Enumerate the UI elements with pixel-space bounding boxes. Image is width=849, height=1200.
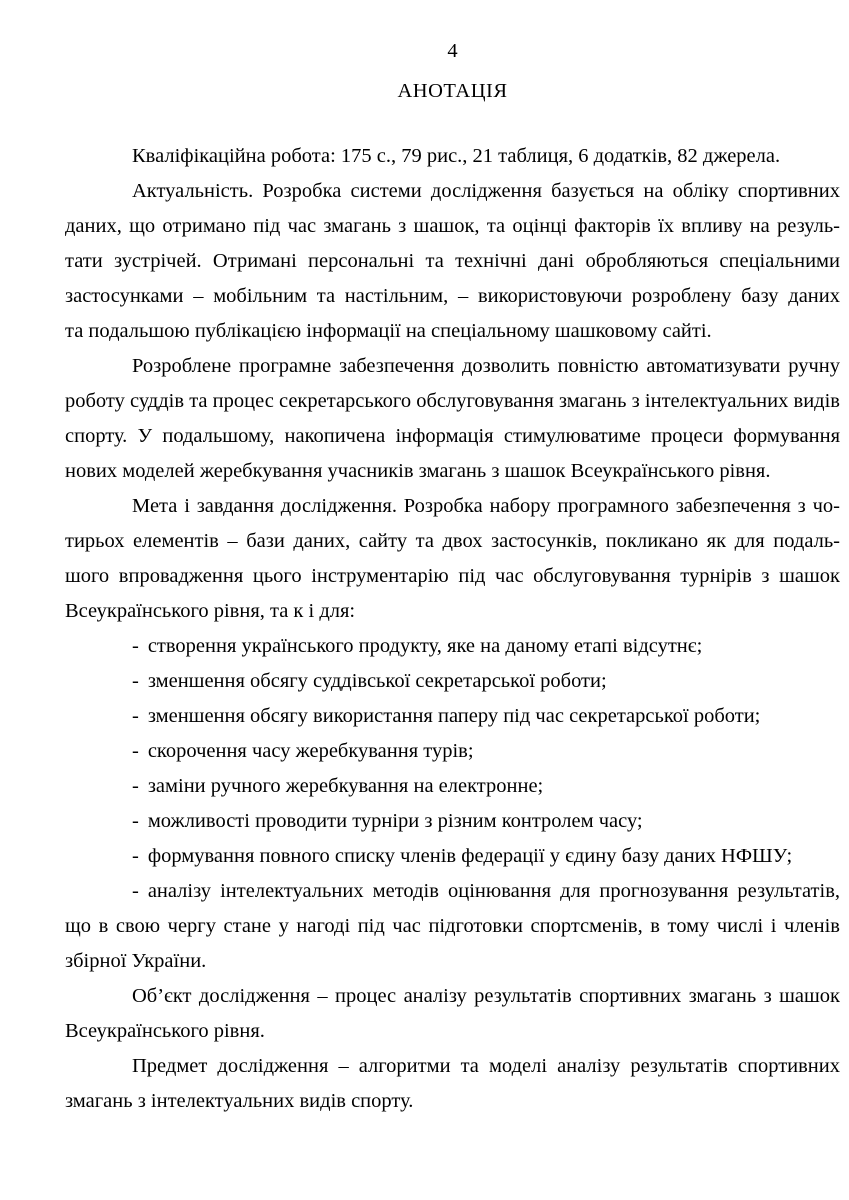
text-line: - аналізу інтелектуальних методів оцінювання для прогнозування результатів, [132, 880, 840, 902]
list-dash-marker: - [132, 705, 139, 727]
document-body [65, 139, 840, 1119]
list-item-7 [65, 839, 840, 874]
list-item-2 [65, 664, 840, 699]
list-dash-marker: - [132, 670, 139, 692]
paragraph-object [65, 979, 840, 1049]
text-line: - можливості проводити турніри з різним контролем часу; [132, 810, 643, 832]
text-line: - заміни ручного жеребкування на електронне; [132, 775, 544, 797]
text-line: змагань з інтелектуальних видів спорту. [65, 1090, 414, 1112]
text-line: - зменшення обсягу використання паперу під час секретарської роботи; [132, 705, 761, 727]
text-line: - створення українського продукту, яке на даному етапі відсутнє; [132, 635, 703, 657]
paragraph-software [65, 349, 840, 489]
list-item-5 [65, 769, 840, 804]
list-dash-marker: - [132, 845, 139, 867]
list-item-4 [65, 734, 840, 769]
text-line: Всеукраїнського рівня. [65, 1020, 265, 1042]
text-line: Розроблене програмне забезпечення дозволить повністю автоматизувати ручну [132, 355, 840, 377]
list-dash-marker: - [132, 740, 139, 762]
list-dash-marker: - [132, 775, 139, 797]
text-line: збірної України. [65, 950, 207, 972]
document-title: АНОТАЦІЯ [397, 80, 508, 102]
list-dash-marker: - [132, 635, 139, 657]
text-line: Всеукраїнського рівня, та к і для: [65, 600, 356, 622]
paragraph-goal [65, 489, 840, 629]
text-line: нових моделей жеребкування учасників змагань з шашок Всеукраїнського рівня. [65, 460, 771, 482]
text-line: тирьох елементів – бази даних, сайту та двох застосунків, покликано як для подаль- [65, 530, 840, 552]
paragraph-relevance [65, 174, 840, 349]
paragraph-subject [65, 1049, 840, 1119]
text-line: даних, що отримано під час змагань з шашок, та оцінці факторів їх впливу на резуль- [65, 215, 840, 237]
text-line: - скорочення часу жеребкування турів; [132, 740, 474, 762]
page-number: 4 [447, 40, 458, 62]
text-line: тати зустрічей. Отримані персональні та технічні дані обробляються спеціальними [65, 250, 840, 272]
text-line: - зменшення обсягу суддівської секретарської роботи; [132, 670, 607, 692]
text-line: Об’єкт дослідження – процес аналізу результатів спортивних змагань з шашок [132, 985, 840, 1007]
text-line: та подальшою публікацією інформації на спеціальному шашковому сайті. [65, 320, 712, 342]
list-item-1 [65, 629, 840, 664]
list-item-3 [65, 699, 840, 734]
text-line: - формування повного списку членів федерації у єдину базу даних НФШУ; [132, 845, 793, 867]
text-line: шого впровадження цього інструментарію під час обслуговування турнірів з шашок [65, 565, 840, 587]
text-line: Актуальність. Розробка системи дослідження базується на обліку спортивних [132, 180, 840, 202]
list-dash-marker: - [132, 880, 139, 902]
paragraph-qualification-stats [65, 139, 840, 174]
text-line: роботу суддів та процес секретарського обслуговування змагань з інтелектуальних видів [65, 390, 840, 412]
list-item-8 [65, 874, 840, 979]
list-dash-marker: - [132, 810, 139, 832]
text-line: Предмет дослідження – алгоритми та моделі аналізу результатів спортивних [132, 1055, 840, 1077]
text-line: застосунками – мобільним та настільним, – використовуючи розроблену базу даних [65, 285, 840, 307]
text-line: спорту. У подальшому, накопичена інформація стимулюватиме процеси формування [65, 425, 840, 447]
list-item-6 [65, 804, 840, 839]
text-line: Кваліфікаційна робота: 175 с., 79 рис., 21 таблиця, 6 додатків, 82 джерела. [132, 145, 781, 167]
text-line: що в свою чергу стане у нагоді під час підготовки спортсменів, в тому числі і членів [65, 915, 840, 937]
text-line: Мета і завдання дослідження. Розробка набору програмного забезпечення з чо- [132, 495, 840, 517]
